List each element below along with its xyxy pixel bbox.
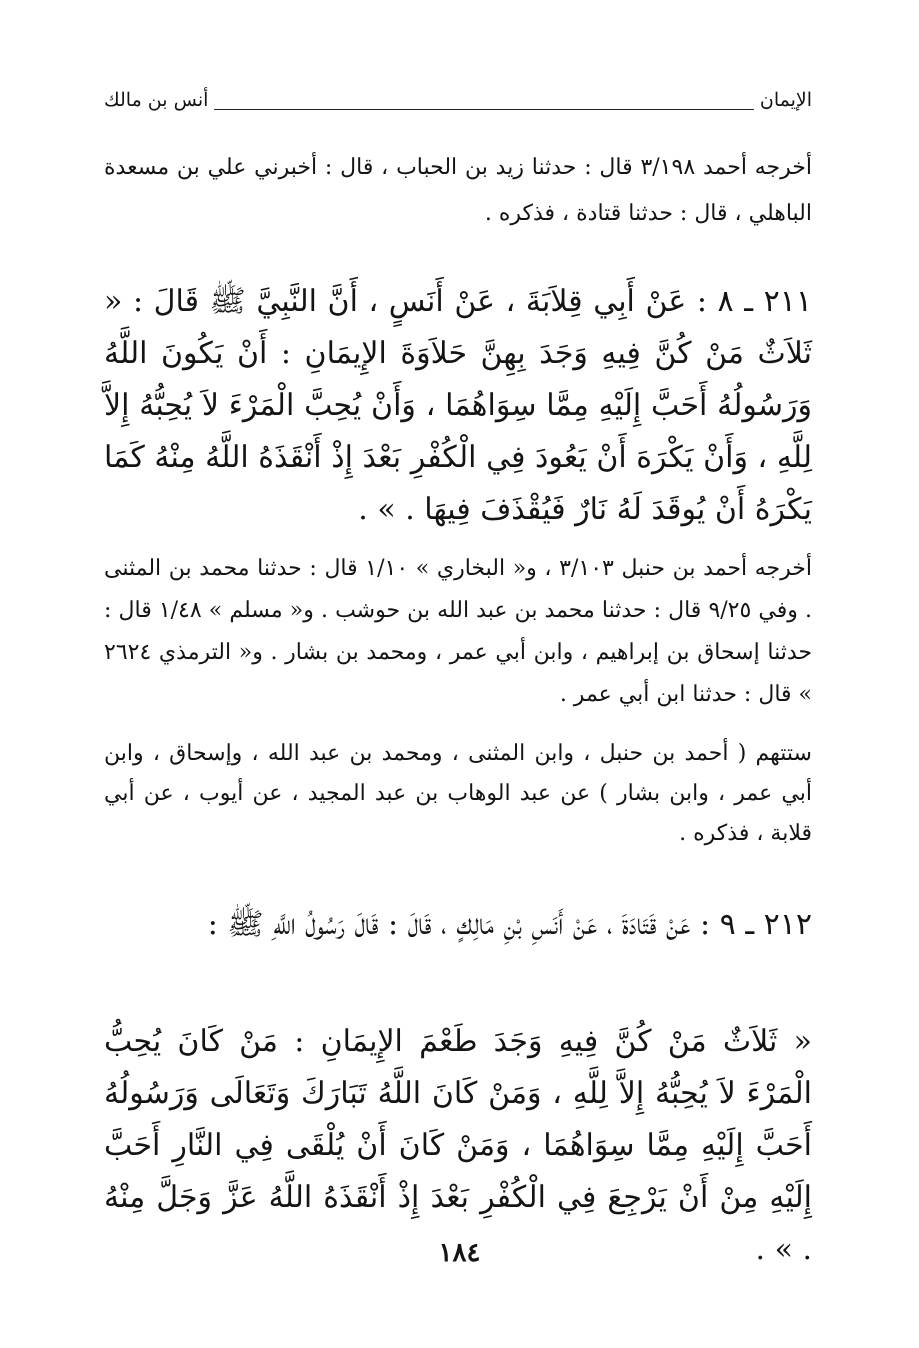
header-chapter-title: الإيمان (754, 88, 812, 112)
hadith-212-text: « ثَلاَثٌ مَنْ كُنَّ فِيهِ وَجَدَ طَعْمَ الإِيمَانِ : مَنْ كَانَ يُحِبُّ الْمَرْءَ لاَ يُحِبُّهُ إِلاَّ لِلَّهِ ، وَمَنْ كَانَ اللَّهُ تَبَارَكَ وَتَعَالَى وَرَسُولُهُ أَحَبَّ إِلَيْهِ مِمَّا سِوَاهُمَا ، وَمَنْ كَانَ أَنْ يُلْقَى فِي النَّارِ أَحَبَّ إِلَيْهِ مِنْ أَنْ يَرْجِعَ فِي الْكُفْرِ بَعْدَ إِذْ أَنْقَذَهُ اللَّهُ عَزَّ وَجَلَّ مِنْهُ . » . (104, 1024, 812, 1267)
header-narrator-title: أنس بن مالك (104, 88, 214, 112)
takhrij-note-2: أخرجه أحمد بن حنبل ٣/١٠٣ ، و« البخاري » ١/١٠ قال : حدثنا محمد بن المثنى . وفي ٩/٢٥ قال : حدثنا محمد بن عبد الله بن حوشب . و« مسلم » ١/٤٨ قال : حدثنا إسحاق بن إبراهيم ، وابن أبي عمر ، ومحمد بن بشار . و« الترمذي ٢٦٢٤ » قال : حدثنا ابن أبي عمر . (104, 556, 812, 707)
takhrij-note-3: ستتهم ( أحمد بن حنبل ، وابن المثنى ، ومحمد بن عبد الله ، وإسحاق ، وابن أبي عمر ، وابن بشار ) عن عبد الوهاب بن عبد المجيد ، عن أيوب ، عن أبي قلابة ، فذكره . (104, 741, 812, 846)
page-number: ١٨٤ (438, 1238, 481, 1268)
running-header (104, 88, 812, 118)
takhrij-note-1: أخرجه أحمد ٣/١٩٨ قال : حدثنا زيد بن الحباب ، قال : أخبرني علي بن مسعدة الباهلي ، قال : حدثنا قتادة ، فذكره . (104, 155, 812, 226)
hadith-211: ٢١١ ـ ٨ : عَنْ أَبِي قِلاَبَةَ ، عَنْ أَنَسٍ ، أَنَّ النَّبِيَّ ﷺ قَالَ : « ثَلاَثٌ مَنْ كُنَّ فِيهِ وَجَدَ بِهِنَّ حَلاَوَةَ الإِيمَانِ : أَنْ يَكُونَ اللَّهُ وَرَسُولُهُ أَحَبَّ إِلَيْهِ مِمَّا سِوَاهُمَا ، وَأَنْ يُحِبَّ الْمَرْءَ لاَ يُحِبُّهُ إِلاَّ لِلَّهِ ، وَأَنْ يَكْرَهَ أَنْ يَعُودَ فِي الْكُفْرِ بَعْدَ إِذْ أَنْقَذَهُ اللَّهُ مِنْهُ كَمَا يَكْرَهُ أَنْ يُوقَدَ لَهُ نَارٌ فَيُقْذَفَ فِيهَا . » . (104, 284, 812, 527)
hadith-212-intro: ٢١٢ ـ ٩ : عَنْ قَتَادَةَ ، عَنْ أَنَسِ بْنِ مَالِكٍ ، قَالَ : قَالَ رَسُولُ اللَّهِ ﷺ : (207, 907, 812, 942)
